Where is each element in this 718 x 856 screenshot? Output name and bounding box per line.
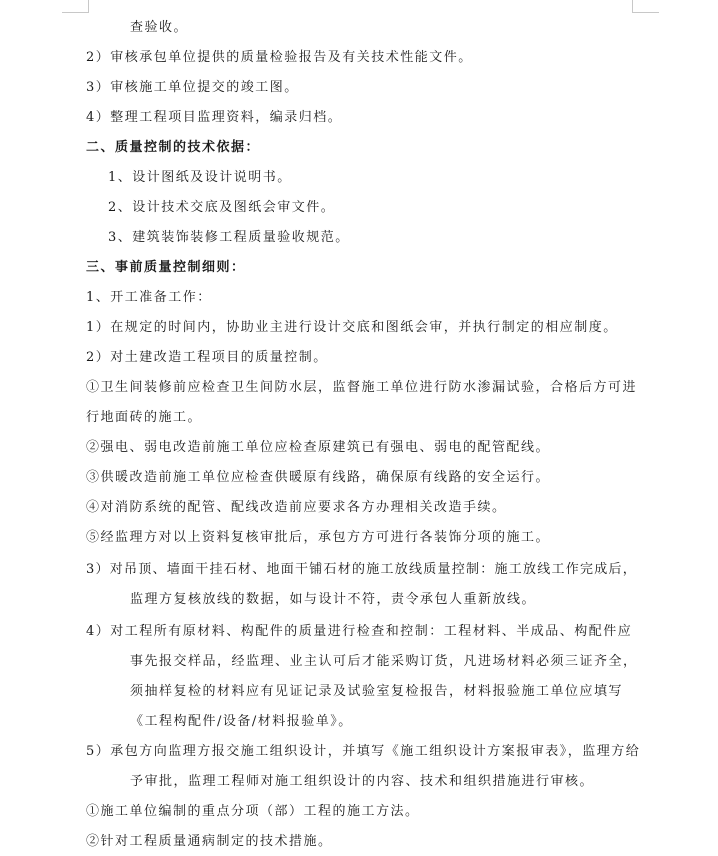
text-line: ①施工单位编制的重点分项（部）工程的施工方法。 — [86, 804, 420, 819]
text-line: 3、建筑装饰装修工程质量验收规范。 — [108, 230, 350, 245]
text-line: 《工程构配件/设备/材料报验单》。 — [130, 714, 353, 729]
text-line: 1、设计图纸及设计说明书。 — [108, 170, 292, 185]
text-line: 2）对土建改造工程项目的质量控制。 — [86, 350, 328, 365]
text-line: 5）承包方向监理方报交施工组织设计，并填写《施工组织设计方案报审表》，监理方给 — [86, 744, 641, 759]
text-line: ④对消防系统的配管、配线改造前应要求各方办理相关改造手续。 — [86, 500, 507, 515]
section-heading: 二、质量控制的技术依据： — [86, 140, 261, 155]
text-line: 事先报交样品，经监理、业主认可后才能采购订货，凡进场材料必须三证齐全， — [130, 654, 638, 669]
text-line: 须抽样复检的材料应有见证记录及试验室复检报告，材料报验施工单位应填写 — [130, 684, 624, 699]
text-line: ③供暖改造前施工单位应检查供暖原有线路，确保原有线路的安全运行。 — [86, 470, 551, 485]
text-line: 查验收。 — [130, 20, 189, 35]
text-line: ②针对工程质量通病制定的技术措施。 — [86, 834, 333, 849]
page-corner-mark-left — [62, 0, 89, 13]
text-line: ①卫生间装修前应检查卫生间防水层，监督施工单位进行防水渗漏试验，合格后方可进 — [86, 380, 638, 395]
text-line: 3）审核施工单位提交的竣工图。 — [86, 80, 299, 95]
text-line: ⑤经监理方对以上资料复核审批后，承包方方可进行各装饰分项的施工。 — [86, 530, 551, 545]
text-line: 1、开工准备工作： — [86, 290, 212, 305]
text-line: 2）审核承包单位提供的质量检验报告及有关技术性能文件。 — [86, 50, 473, 65]
text-line: 2、设计技术交底及图纸会审文件。 — [108, 200, 336, 215]
text-line: 监理方复核放线的数据，如与设计不符，责令承包人重新放线。 — [130, 592, 537, 607]
page-corner-mark-right — [632, 0, 659, 13]
text-line: 行地面砖的施工。 — [86, 410, 203, 425]
section-heading: 三、事前质量控制细则： — [86, 260, 246, 275]
text-line: 3）对吊顶、墙面干挂石材、地面干铺石材的施工放线质量控制：施工放线工作完成后， — [86, 562, 638, 577]
text-line: 予审批，监理工程师对施工组织设计的内容、技术和组织措施进行审核。 — [130, 774, 595, 789]
text-line: 4）整理工程项目监理资料，编录归档。 — [86, 110, 343, 125]
text-line: 1）在规定的时间内，协助业主进行设计交底和图纸会审，并执行制定的相应制度。 — [86, 320, 618, 335]
text-line: ②强电、弱电改造前施工单位应检查原建筑已有强电、弱电的配管配线。 — [86, 440, 551, 455]
text-line: 4）对工程所有原材料、构配件的质量进行检查和控制：工程材料、半成品、构配件应 — [86, 624, 633, 639]
